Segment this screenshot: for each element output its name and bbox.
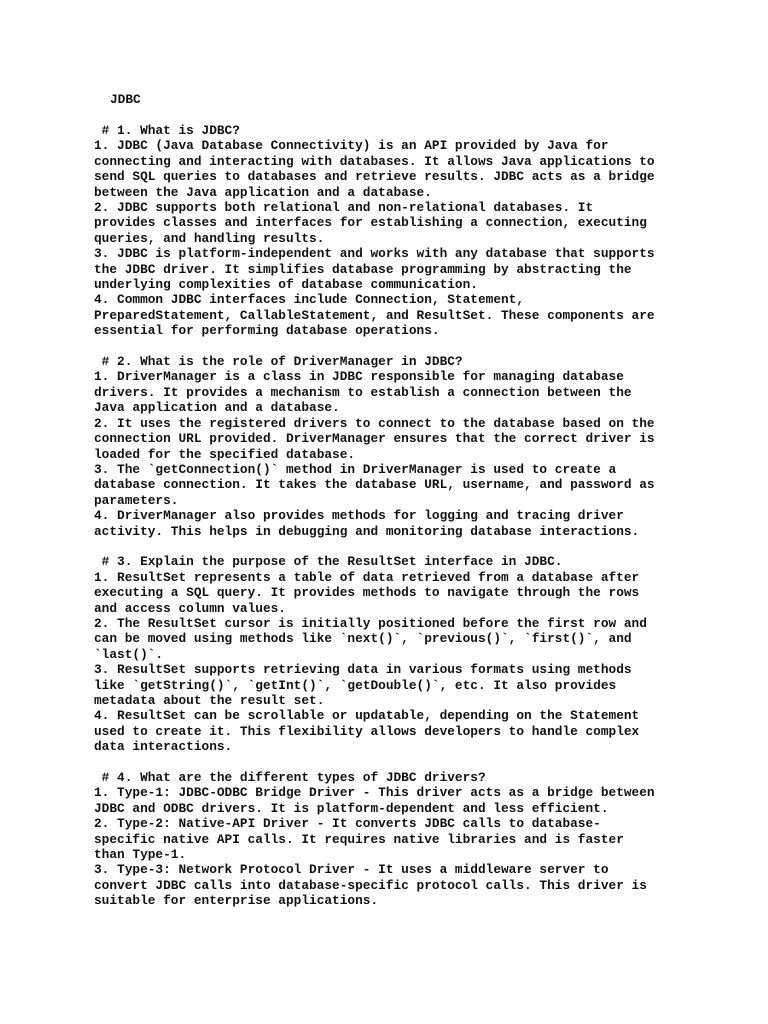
body-line: specific native API calls. It requires native libraries and is faster [94, 831, 624, 847]
body-line: data interactions. [94, 739, 233, 755]
body-line: parameters. [94, 492, 179, 508]
section-heading: # 3. Explain the purpose of the ResultSet interface in JDBC. [94, 554, 563, 570]
body-line: loaded for the specified database. [94, 446, 356, 462]
body-line: `last()`. [94, 646, 164, 662]
body-line: PreparedStatement, CallableStatement, and ResultSet. These components are [94, 307, 655, 323]
body-line: drivers. It provides a mechanism to establish a connection between the [94, 384, 632, 400]
body-line: provides classes and interfaces for establishing a connection, executing [94, 215, 647, 231]
body-line: 1. ResultSet represents a table of data retrieved from a database after [94, 569, 640, 585]
body-line: the JDBC driver. It simplifies database programming by abstracting the [94, 261, 632, 277]
body-line: underlying complexities of database communication. [94, 277, 478, 293]
body-line: connection URL provided. DriverManager ensures that the correct driver is [94, 431, 655, 447]
body-line: suitable for enterprise applications. [94, 893, 379, 909]
body-line: 3. The `getConnection()` method in DriverManager is used to create a [94, 461, 617, 477]
body-line: 4. ResultSet can be scrollable or updatable, depending on the Statement [94, 708, 640, 724]
section-3 [94, 554, 734, 754]
body-line: Java application and a database. [94, 400, 340, 416]
body-line: can be moved using methods like `next()`, `previous()`, `first()`, and [94, 631, 632, 647]
body-line: and access column values. [94, 600, 286, 616]
body-line: 3. Type-3: Network Protocol Driver - It uses a middleware server to [94, 862, 609, 878]
section-heading: # 4. What are the different types of JDBC drivers? [94, 770, 486, 786]
section-heading: # 2. What is the role of DriverManager in JDBC? [94, 354, 463, 370]
section-2 [94, 354, 734, 539]
body-line: used to create it. This flexibility allows developers to handle complex [94, 723, 640, 739]
body-line: like `getString()`, `getInt()`, `getDouble()`, etc. It also provides [94, 677, 617, 693]
body-line: send SQL queries to databases and retrieve results. JDBC acts as a bridge [94, 169, 655, 185]
body-line: 2. It uses the registered drivers to connect to the database based on the [94, 415, 655, 431]
body-line: 1. Type-1: JDBC-ODBC Bridge Driver - This driver acts as a bridge between [94, 785, 655, 801]
body-line: convert JDBC calls into database-specific protocol calls. This driver is [94, 877, 647, 893]
body-line: 2. The ResultSet cursor is initially positioned before the first row and [94, 615, 647, 631]
body-line: essential for performing database operations. [94, 323, 440, 339]
body-line: executing a SQL query. It provides methods to navigate through the rows [94, 585, 640, 601]
body-line: 1. DriverManager is a class in JDBC responsible for managing database [94, 369, 624, 385]
body-line: 1. JDBC (Java Database Connectivity) is an API provided by Java for [94, 138, 609, 154]
body-line: 4. DriverManager also provides methods for logging and tracing driver [94, 508, 624, 524]
body-line: activity. This helps in debugging and monitoring database interactions. [94, 523, 640, 539]
body-line: between the Java application and a database. [94, 184, 432, 200]
body-line: than Type-1. [94, 847, 187, 863]
body-line: 3. JDBC is platform-independent and works with any database that supports [94, 246, 655, 262]
body-line: connecting and interacting with databases. It allows Java applications to [94, 153, 655, 169]
body-line: 2. JDBC supports both relational and non-relational databases. It [94, 200, 594, 216]
body-line: metadata about the result set. [94, 693, 325, 708]
body-line: queries, and handling results. [94, 230, 325, 246]
body-line: 4. Common JDBC interfaces include Connection, Statement, [94, 292, 525, 308]
document-title: JDBC [110, 92, 141, 107]
body-line: JDBC and ODBC drivers. It is platform-dependent and less efficient. [94, 800, 609, 816]
body-line: 3. ResultSet supports retrieving data in various formats using methods [94, 662, 632, 678]
document-content [94, 123, 734, 924]
section-heading: # 1. What is JDBC? [94, 123, 240, 138]
body-line: database connection. It takes the database URL, username, and password as [94, 477, 655, 493]
body-line: 2. Type-2: Native-API Driver - It converts JDBC calls to database- [94, 816, 601, 832]
section-1 [94, 123, 734, 339]
section-4 [94, 770, 734, 909]
